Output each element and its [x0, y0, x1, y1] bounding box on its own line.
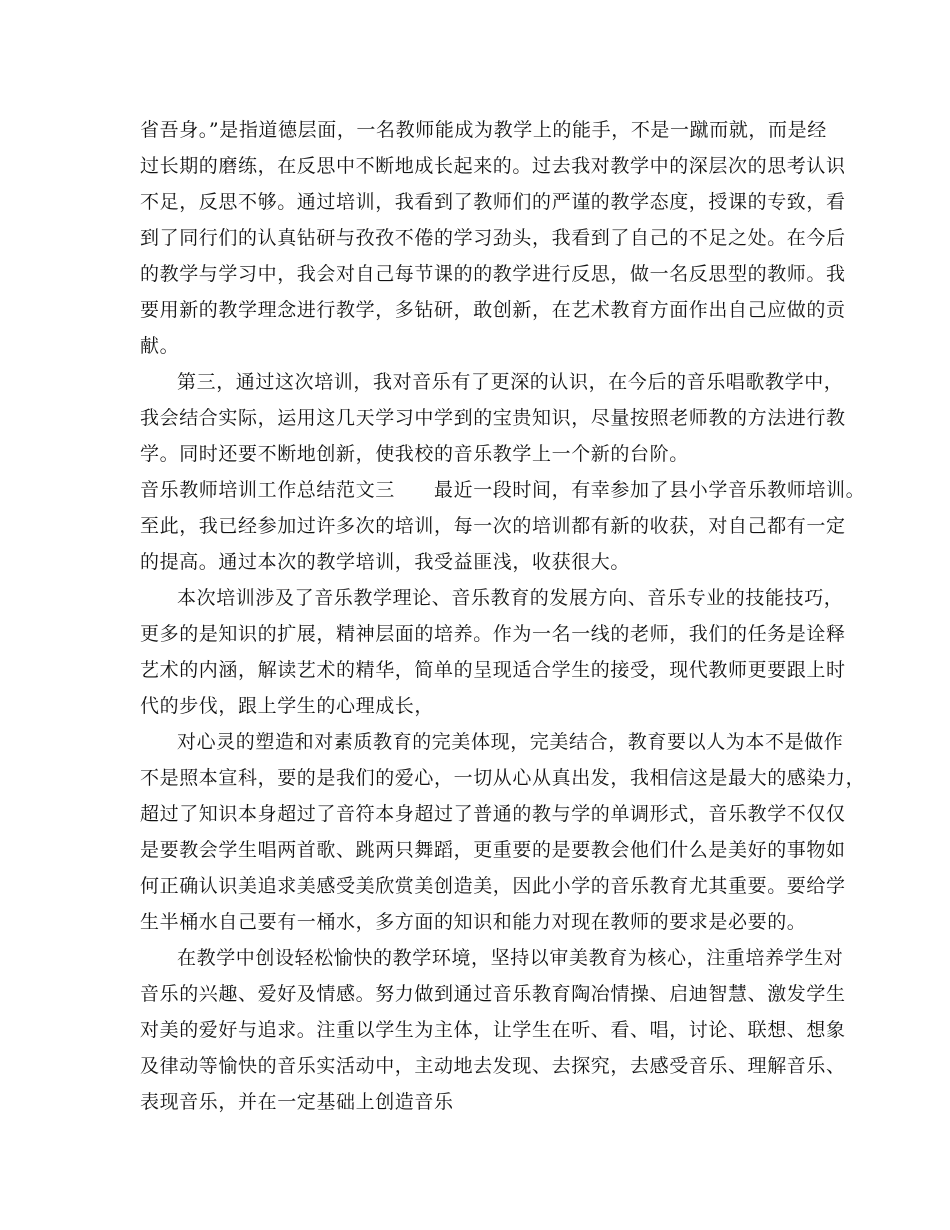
- paragraph-first-line: 本次培训涉及了音乐教学理论、音乐教育的发展方向、音乐专业的技能技巧，: [177, 587, 844, 609]
- paragraph-first-line: 对心灵的塑造和对素质教育的完美体现，完美结合，教育要以人为本不是做作: [177, 731, 844, 753]
- section-heading-line: 音乐教师培训工作总结范文三 最近一段时间，有幸参加了县小学音乐教师培训。: [140, 479, 866, 501]
- text-line: 省吾身。”是指道德层面，一名教师能成为教学上的能手，不是一蹴而就，而是经: [140, 119, 827, 141]
- text-line: 不是照本宣科，要的是我们的爱心，一切从心从真出发，我相信这是最大的感染力，: [140, 767, 866, 789]
- text-line: 更多的是知识的扩展，精神层面的培养。作为一名一线的老师，我们的任务是诠释: [140, 623, 846, 645]
- text-line: 至此，我已经参加过许多次的培训，每一次的培训都有新的收获，对自己都有一定: [140, 515, 846, 537]
- text-line: 代的步伐，跟上学生的心理成长，: [140, 695, 435, 717]
- text-line: 的教学与学习中，我会对自己每节课的的教学进行反思，做一名反思型的教师。我: [140, 263, 846, 285]
- paragraph-first-line: 在教学中创设轻松愉快的教学环境，坚持以审美教育为核心，注重培养学生对: [177, 947, 844, 969]
- text-line: 超过了知识本身超过了音符本身超过了普通的教与学的单调形式，音乐教学不仅仅: [140, 803, 846, 825]
- text-line: 要用新的教学理念进行教学，多钻研，敢创新，在艺术教育方面作出自己应做的贡: [140, 299, 846, 321]
- text-line: 是要教会学生唱两首歌、跳两只舞蹈，更重要的是要教会他们什么是美好的事物如: [140, 839, 846, 861]
- text-line: 学。同时还要不断地创新，使我校的音乐教学上一个新的台阶。: [140, 443, 689, 465]
- text-line: 生半桶水自己要有一桶水，多方面的知识和能力对现在教师的要求是必要的。: [140, 911, 807, 933]
- text-line: 到了同行们的认真钻研与孜孜不倦的学习劲头，我看到了自己的不足之处。在今后: [140, 227, 846, 249]
- text-line: 我会结合实际，运用这几天学习中学到的宝贵知识，尽量按照老师教的方法进行教: [140, 407, 846, 429]
- text-line: 对美的爱好与追求。注重以学生为主体，让学生在听、看、唱，讨论、联想、想象: [140, 1019, 846, 1041]
- text-line: 过长期的磨练，在反思中不断地成长起来的。过去我对教学中的深层次的思考认识: [140, 155, 846, 177]
- text-line: 音乐的兴趣、爱好及情感。努力做到通过音乐教育陶冶情操、启迪智慧、激发学生: [140, 983, 846, 1005]
- text-line: 何正确认识美追求美感受美欣赏美创造美，因此小学的音乐教育尤其重要。要给学: [140, 875, 846, 897]
- text-line: 表现音乐，并在一定基础上创造音乐: [140, 1091, 454, 1113]
- text-line: 艺术的内涵，解读艺术的精华，简单的呈现适合学生的接受，现代教师更要跟上时: [140, 659, 846, 681]
- paragraph-first-line: 第三，通过这次培训，我对音乐有了更深的认识，在今后的音乐唱歌教学中，: [177, 371, 844, 393]
- text-line: 不足，反思不够。通过培训，我看到了教师们的严谨的教学态度，授课的专致，看: [140, 191, 846, 213]
- text-line: 及律动等愉快的音乐实活动中，主动地去发现、去探究，去感受音乐、理解音乐、: [140, 1055, 846, 1077]
- text-line: 的提高。通过本次的教学培训，我受益匪浅，收获很大。: [140, 551, 631, 573]
- text-line: 献。: [140, 335, 180, 357]
